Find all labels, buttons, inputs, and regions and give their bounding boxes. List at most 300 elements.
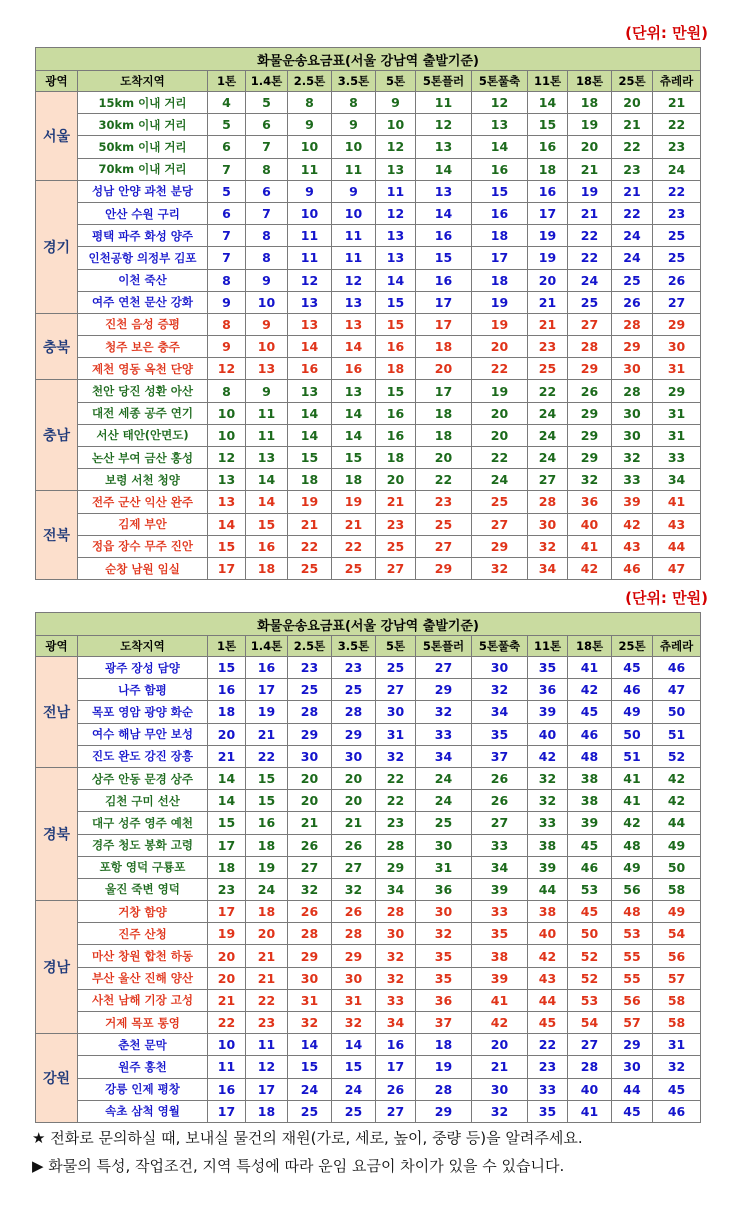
rate-cell: 16: [528, 180, 568, 202]
rate-cell: 18: [528, 158, 568, 180]
rate-cell: 29: [288, 723, 332, 745]
rate-cell: 35: [528, 657, 568, 679]
column-header: 츄레라: [653, 71, 701, 92]
rate-cell: 19: [568, 180, 612, 202]
column-header: 광역: [36, 636, 78, 657]
rate-cell: 32: [332, 1012, 376, 1034]
table-row: [36, 745, 701, 767]
rate-cell: 14: [246, 469, 288, 491]
rate-cell: 18: [416, 1034, 472, 1056]
destination-cell: 청주 보은 충주: [78, 336, 208, 358]
rate-cell: 45: [568, 701, 612, 723]
destination-cell: 서산 태안(안면도): [78, 424, 208, 446]
column-header: 11톤: [528, 636, 568, 657]
rate-cell: 26: [472, 767, 528, 789]
rate-cell: 14: [288, 402, 332, 424]
table-row: [36, 291, 701, 313]
rate-cell: 52: [653, 745, 701, 767]
rate-cell: 12: [332, 269, 376, 291]
rate-cell: 38: [528, 834, 568, 856]
rate-cell: 27: [288, 856, 332, 878]
rate-cell: 30: [612, 1056, 653, 1078]
rate-cell: 8: [208, 269, 246, 291]
rate-cell: 17: [208, 557, 246, 579]
rate-cell: 29: [568, 358, 612, 380]
table-row: [36, 92, 701, 114]
rate-cell: 32: [472, 1100, 528, 1122]
rate-cell: 18: [416, 336, 472, 358]
rate-cell: 14: [332, 336, 376, 358]
rate-cell: 27: [416, 535, 472, 557]
rate-cell: 34: [376, 878, 416, 900]
rate-cell: 10: [332, 202, 376, 224]
rate-cell: 30: [653, 336, 701, 358]
rate-cell: 32: [288, 1012, 332, 1034]
rate-cell: 22: [472, 447, 528, 469]
rate-cell: 23: [208, 878, 246, 900]
rate-cell: 32: [376, 745, 416, 767]
rate-cell: 30: [472, 657, 528, 679]
region-cell: 경남: [36, 901, 78, 1034]
destination-cell: 대전 세종 공주 연기: [78, 402, 208, 424]
rate-cell: 30: [288, 745, 332, 767]
rate-cell: 38: [568, 767, 612, 789]
rate-cell: 40: [568, 1078, 612, 1100]
rate-cell: 48: [568, 745, 612, 767]
rate-cell: 29: [568, 402, 612, 424]
rate-cell: 30: [416, 901, 472, 923]
rate-cell: 46: [568, 723, 612, 745]
rate-cell: 21: [288, 513, 332, 535]
rate-cell: 11: [246, 1034, 288, 1056]
rate-cell: 9: [332, 180, 376, 202]
rate-cell: 29: [568, 424, 612, 446]
rate-cell: 12: [472, 92, 528, 114]
rate-cell: 24: [528, 424, 568, 446]
rate-cell: 16: [472, 202, 528, 224]
rate-cell: 56: [612, 989, 653, 1011]
rate-cell: 17: [376, 1056, 416, 1078]
rate-cell: 26: [288, 834, 332, 856]
rate-cell: 56: [653, 945, 701, 967]
rate-cell: 27: [528, 469, 568, 491]
rate-cell: 42: [653, 767, 701, 789]
rate-cell: 33: [416, 723, 472, 745]
rate-cell: 14: [208, 513, 246, 535]
rate-cell: 21: [332, 513, 376, 535]
rate-cell: 41: [568, 657, 612, 679]
rate-cell: 21: [568, 202, 612, 224]
rate-cell: 17: [208, 901, 246, 923]
note-item: ▶ 화물의 특성, 작업조건, 지역 특성에 따라 운임 요금이 차이가 있을 수 있습니다.: [32, 1157, 565, 1175]
rate-cell: 16: [376, 424, 416, 446]
rate-cell: 28: [528, 491, 568, 513]
rate-cell: 29: [416, 679, 472, 701]
rate-cell: 22: [472, 358, 528, 380]
rate-cell: 27: [568, 313, 612, 335]
rate-cell: 11: [332, 225, 376, 247]
rate-cell: 41: [612, 790, 653, 812]
table-row: [36, 402, 701, 424]
rate-cell: 9: [246, 313, 288, 335]
rate-cell: 26: [653, 269, 701, 291]
rate-cell: 32: [472, 557, 528, 579]
rate-cell: 32: [416, 923, 472, 945]
rate-cell: 28: [332, 923, 376, 945]
rate-cell: 31: [653, 1034, 701, 1056]
rate-cell: 41: [612, 767, 653, 789]
rate-cell: 14: [208, 767, 246, 789]
rate-cell: 9: [376, 92, 416, 114]
rate-cell: 24: [332, 1078, 376, 1100]
rate-cell: 32: [288, 878, 332, 900]
rate-cell: 25: [376, 657, 416, 679]
header-row: [36, 636, 701, 657]
rate-cell: 55: [612, 967, 653, 989]
rate-cell: 33: [528, 812, 568, 834]
rate-cell: 24: [416, 767, 472, 789]
table-row: [36, 923, 701, 945]
rate-cell: 27: [472, 513, 528, 535]
rate-cell: 14: [288, 424, 332, 446]
column-header: 1톤: [208, 71, 246, 92]
rate-cell: 33: [653, 447, 701, 469]
rate-cell: 11: [416, 92, 472, 114]
rate-cell: 46: [612, 557, 653, 579]
rate-cell: 17: [208, 1100, 246, 1122]
rate-cell: 14: [288, 336, 332, 358]
rate-cell: 20: [208, 967, 246, 989]
rate-cell: 24: [246, 878, 288, 900]
rate-cell: 23: [528, 1056, 568, 1078]
rate-cell: 44: [653, 812, 701, 834]
rate-cell: 45: [568, 901, 612, 923]
destination-cell: 50km 이내 거리: [78, 136, 208, 158]
rate-cell: 13: [246, 358, 288, 380]
rate-cell: 8: [208, 313, 246, 335]
rate-cell: 19: [472, 291, 528, 313]
column-header: 3.5톤: [332, 71, 376, 92]
rate-cell: 37: [416, 1012, 472, 1034]
rate-cell: 42: [612, 513, 653, 535]
rate-cell: 15: [288, 1056, 332, 1078]
rate-cell: 40: [528, 723, 568, 745]
rate-table-2: [35, 612, 701, 1123]
rate-cell: 13: [332, 380, 376, 402]
rate-cell: 53: [568, 878, 612, 900]
rate-cell: 32: [472, 679, 528, 701]
rate-cell: 7: [208, 247, 246, 269]
rate-cell: 31: [653, 402, 701, 424]
column-header: 3.5톤: [332, 636, 376, 657]
rate-cell: 11: [288, 247, 332, 269]
rate-cell: 30: [612, 402, 653, 424]
rate-cell: 24: [528, 447, 568, 469]
rate-cell: 29: [612, 1034, 653, 1056]
rate-cell: 30: [472, 1078, 528, 1100]
rate-cell: 43: [528, 967, 568, 989]
table-row: [36, 114, 701, 136]
table-row: [36, 767, 701, 789]
rate-cell: 10: [246, 336, 288, 358]
rate-cell: 33: [376, 989, 416, 1011]
rate-cell: 22: [288, 535, 332, 557]
table-row: [36, 491, 701, 513]
rate-cell: 32: [528, 790, 568, 812]
rate-cell: 30: [612, 358, 653, 380]
column-header: 츄레라: [653, 636, 701, 657]
rate-cell: 28: [288, 923, 332, 945]
table-row: [36, 513, 701, 535]
table-row: [36, 834, 701, 856]
rate-cell: 35: [416, 945, 472, 967]
rate-cell: 20: [416, 358, 472, 380]
rate-cell: 39: [612, 491, 653, 513]
destination-cell: 거창 함양: [78, 901, 208, 923]
rate-cell: 8: [246, 225, 288, 247]
rate-cell: 28: [612, 313, 653, 335]
rate-cell: 31: [653, 424, 701, 446]
rate-cell: 14: [416, 202, 472, 224]
unit-label-1: (단위: 만원): [625, 24, 708, 42]
destination-cell: 광주 장성 담양: [78, 657, 208, 679]
rate-cell: 20: [528, 269, 568, 291]
destination-cell: 춘천 문막: [78, 1034, 208, 1056]
rate-cell: 42: [568, 557, 612, 579]
rate-cell: 48: [612, 834, 653, 856]
destination-cell: 울진 죽변 영덕: [78, 878, 208, 900]
rate-cell: 21: [653, 92, 701, 114]
rate-cell: 43: [653, 513, 701, 535]
column-header: 도착지역: [78, 636, 208, 657]
destination-cell: 여수 해남 무안 보성: [78, 723, 208, 745]
rate-cell: 7: [208, 225, 246, 247]
rate-cell: 16: [208, 679, 246, 701]
destination-cell: 김천 구미 선산: [78, 790, 208, 812]
rate-cell: 15: [332, 447, 376, 469]
rate-cell: 30: [528, 513, 568, 535]
rate-cell: 25: [288, 557, 332, 579]
rate-cell: 21: [246, 967, 288, 989]
region-cell: 충남: [36, 380, 78, 491]
rate-cell: 26: [332, 834, 376, 856]
rate-cell: 18: [246, 1100, 288, 1122]
rate-cell: 20: [472, 402, 528, 424]
rate-cell: 33: [472, 901, 528, 923]
destination-cell: 거제 목포 통영: [78, 1012, 208, 1034]
table-row: [36, 856, 701, 878]
rate-cell: 26: [332, 901, 376, 923]
rate-cell: 9: [246, 380, 288, 402]
rate-cell: 16: [246, 535, 288, 557]
rate-cell: 32: [653, 1056, 701, 1078]
rate-cell: 25: [288, 1100, 332, 1122]
table-row: [36, 247, 701, 269]
rate-cell: 38: [568, 790, 612, 812]
rate-cell: 25: [376, 535, 416, 557]
destination-cell: 상주 안동 문경 상주: [78, 767, 208, 789]
column-header: 18톤: [568, 71, 612, 92]
rate-cell: 42: [568, 679, 612, 701]
rate-cell: 16: [376, 1034, 416, 1056]
table-row: [36, 202, 701, 224]
destination-cell: 사천 남해 기장 고성: [78, 989, 208, 1011]
rate-cell: 31: [376, 723, 416, 745]
rate-cell: 9: [246, 269, 288, 291]
rate-cell: 50: [612, 723, 653, 745]
rate-cell: 36: [416, 989, 472, 1011]
destination-cell: 30km 이내 거리: [78, 114, 208, 136]
rate-cell: 12: [416, 114, 472, 136]
rate-cell: 12: [208, 447, 246, 469]
rate-cell: 16: [208, 1078, 246, 1100]
rate-cell: 18: [376, 447, 416, 469]
rate-cell: 10: [288, 136, 332, 158]
rate-cell: 5: [208, 114, 246, 136]
rate-cell: 25: [332, 679, 376, 701]
rate-cell: 25: [653, 225, 701, 247]
rate-cell: 41: [472, 989, 528, 1011]
rate-cell: 53: [568, 989, 612, 1011]
rate-cell: 15: [246, 790, 288, 812]
table-row: [36, 358, 701, 380]
rate-cell: 6: [208, 202, 246, 224]
rate-cell: 6: [246, 114, 288, 136]
rate-cell: 20: [472, 1034, 528, 1056]
rate-cell: 23: [332, 657, 376, 679]
rate-cell: 15: [376, 313, 416, 335]
rate-cell: 22: [528, 380, 568, 402]
rate-cell: 25: [416, 812, 472, 834]
rate-cell: 16: [528, 136, 568, 158]
table-row: [36, 1034, 701, 1056]
rate-cell: 15: [208, 535, 246, 557]
rate-cell: 46: [653, 657, 701, 679]
rate-cell: 22: [653, 180, 701, 202]
rate-cell: 14: [332, 402, 376, 424]
rate-cell: 29: [653, 313, 701, 335]
rate-cell: 27: [416, 657, 472, 679]
rate-cell: 14: [416, 158, 472, 180]
rate-cell: 33: [528, 1078, 568, 1100]
destination-cell: 진천 음성 증평: [78, 313, 208, 335]
rate-cell: 36: [416, 878, 472, 900]
rate-cell: 28: [376, 834, 416, 856]
table-row: [36, 535, 701, 557]
table-row: [36, 967, 701, 989]
rate-cell: 5: [208, 180, 246, 202]
rate-cell: 16: [246, 812, 288, 834]
rate-cell: 21: [208, 745, 246, 767]
rate-cell: 44: [653, 535, 701, 557]
rate-cell: 8: [246, 247, 288, 269]
rate-cell: 23: [653, 136, 701, 158]
rate-cell: 18: [208, 856, 246, 878]
rate-cell: 16: [376, 402, 416, 424]
rate-cell: 15: [208, 812, 246, 834]
table-row: [36, 424, 701, 446]
destination-cell: 보령 서천 청양: [78, 469, 208, 491]
rate-cell: 32: [332, 878, 376, 900]
table-row: [36, 269, 701, 291]
table-title-row: [36, 48, 701, 71]
rate-cell: 19: [208, 923, 246, 945]
rate-cell: 18: [416, 402, 472, 424]
rate-cell: 26: [568, 380, 612, 402]
rate-cell: 26: [376, 1078, 416, 1100]
rate-cell: 22: [612, 202, 653, 224]
rate-cell: 11: [246, 424, 288, 446]
rate-cell: 27: [332, 856, 376, 878]
rate-cell: 11: [332, 158, 376, 180]
rate-cell: 21: [528, 313, 568, 335]
rate-cell: 36: [568, 491, 612, 513]
rate-cell: 17: [472, 247, 528, 269]
rate-cell: 17: [528, 202, 568, 224]
rate-cell: 49: [612, 856, 653, 878]
rate-cell: 17: [246, 1078, 288, 1100]
table-row: [36, 679, 701, 701]
table-row: [36, 657, 701, 679]
table-row: [36, 136, 701, 158]
table-row: [36, 989, 701, 1011]
table-row: [36, 878, 701, 900]
region-cell: 강원: [36, 1034, 78, 1123]
rate-cell: 13: [208, 469, 246, 491]
rate-cell: 18: [376, 358, 416, 380]
rate-cell: 18: [288, 469, 332, 491]
rate-cell: 29: [416, 1100, 472, 1122]
table-row: [36, 336, 701, 358]
destination-cell: 성남 안양 과천 분당: [78, 180, 208, 202]
destination-cell: 김제 부안: [78, 513, 208, 535]
destination-cell: 전주 군산 익산 완주: [78, 491, 208, 513]
column-header: 25톤: [612, 71, 653, 92]
rate-cell: 13: [416, 180, 472, 202]
destination-cell: 강릉 인제 평창: [78, 1078, 208, 1100]
rate-cell: 6: [246, 180, 288, 202]
rate-cell: 15: [208, 657, 246, 679]
table-title: 화물운송요금표(서울 강남역 출발기준): [36, 613, 701, 636]
rate-cell: 12: [288, 269, 332, 291]
column-header: 도착지역: [78, 71, 208, 92]
rate-cell: 20: [332, 767, 376, 789]
rate-cell: 15: [246, 767, 288, 789]
rate-cell: 18: [416, 424, 472, 446]
rate-cell: 22: [612, 136, 653, 158]
rate-table-1: [35, 47, 701, 580]
rate-cell: 9: [332, 114, 376, 136]
rate-cell: 39: [472, 878, 528, 900]
rate-cell: 42: [653, 790, 701, 812]
rate-cell: 21: [568, 158, 612, 180]
rate-cell: 31: [332, 989, 376, 1011]
table-row: [36, 701, 701, 723]
table-row: [36, 1100, 701, 1122]
column-header: 5톤: [376, 71, 416, 92]
table-row: [36, 557, 701, 579]
rate-cell: 14: [208, 790, 246, 812]
rate-cell: 42: [528, 745, 568, 767]
rate-cell: 14: [528, 92, 568, 114]
rate-cell: 45: [568, 834, 612, 856]
rate-cell: 14: [332, 424, 376, 446]
rate-cell: 39: [472, 967, 528, 989]
unit-label-2: (단위: 만원): [625, 589, 708, 607]
rate-cell: 45: [528, 1012, 568, 1034]
rate-cell: 22: [653, 114, 701, 136]
rate-cell: 6: [208, 136, 246, 158]
